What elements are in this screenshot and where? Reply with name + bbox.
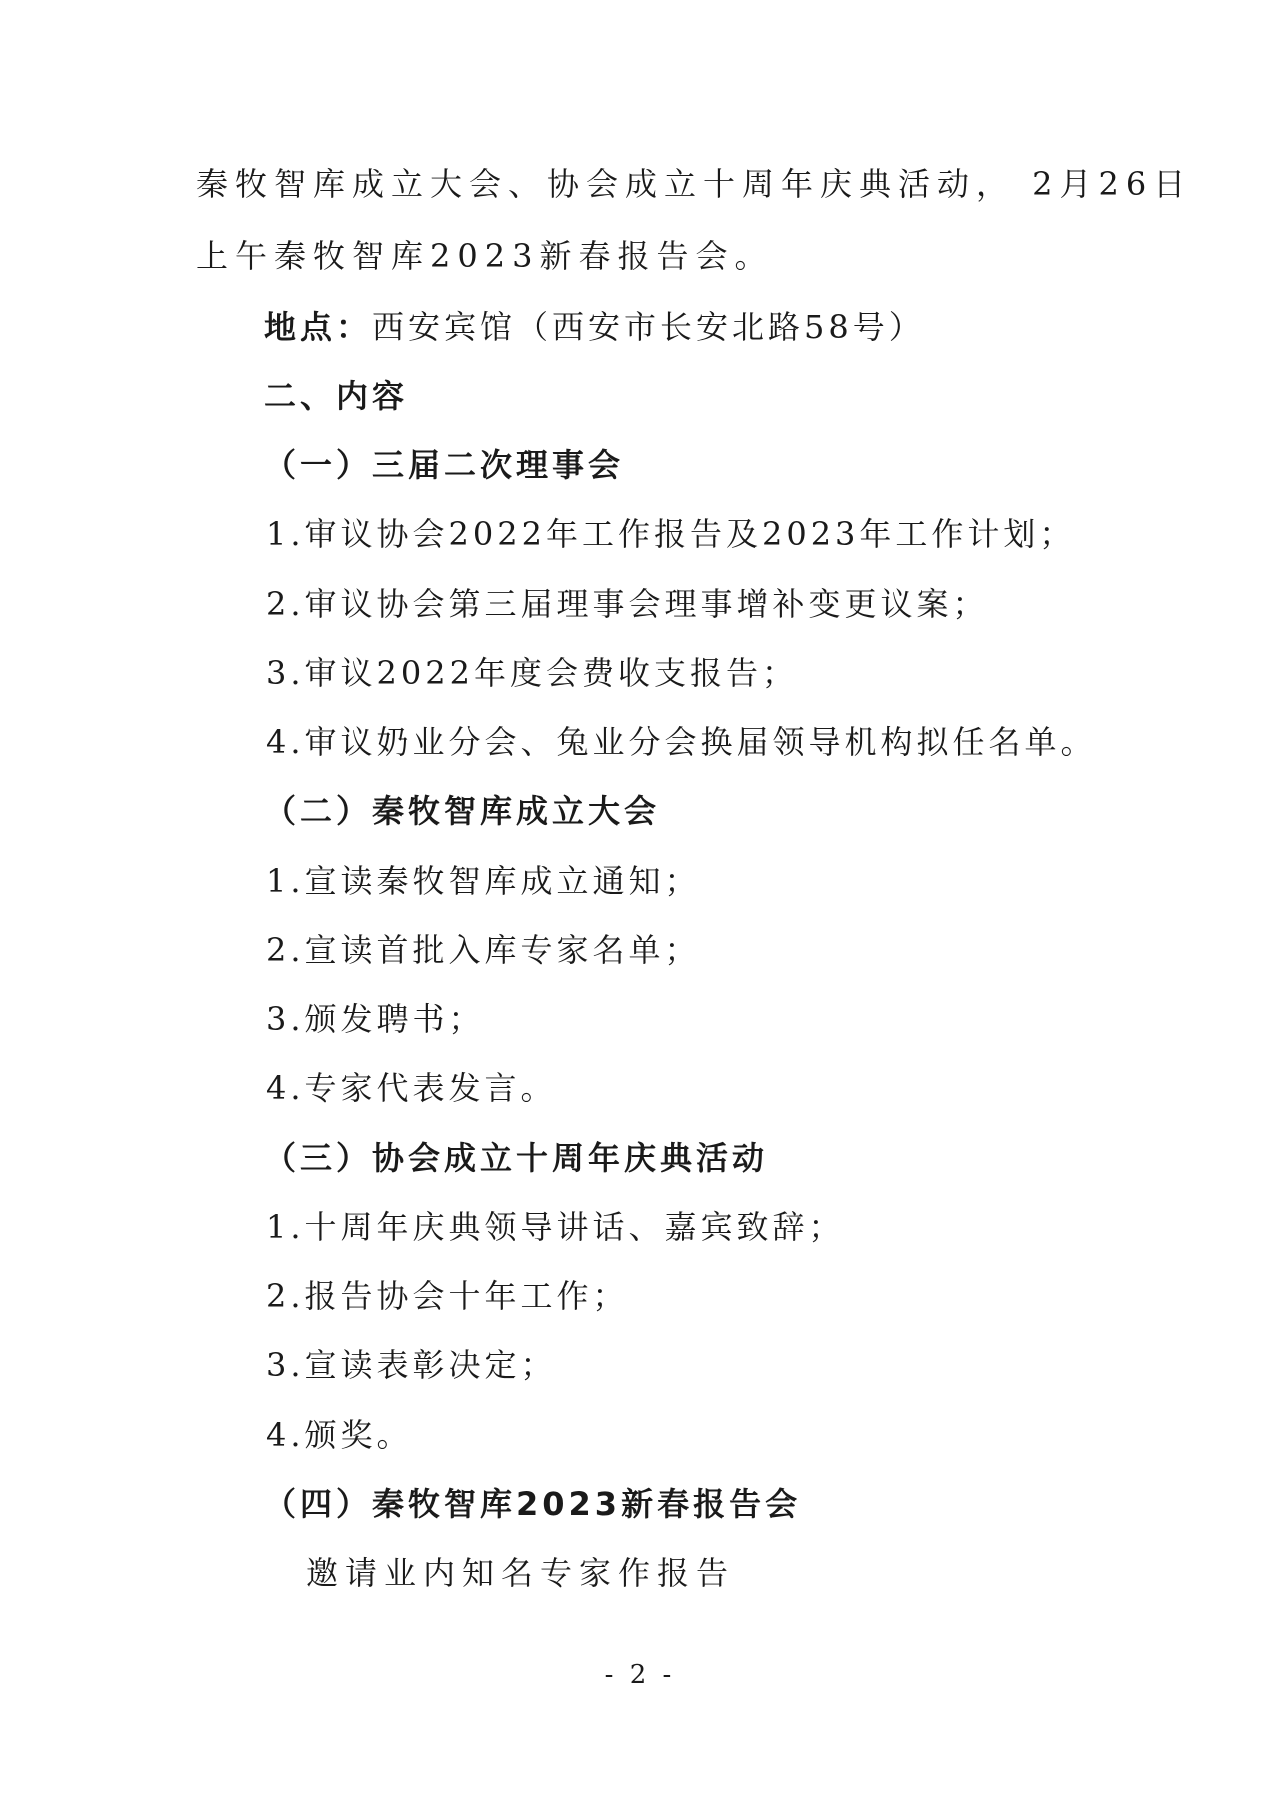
list-item: 2.审议协会第三届理事会理事增补变更议案； xyxy=(266,585,989,623)
location-label: 地点： xyxy=(264,308,373,346)
list-item: 1.宣读秦牧智库成立通知； xyxy=(266,862,701,900)
list-item: 3.审议2022年度会费收支报告； xyxy=(266,654,798,692)
list-item: 3.宣读表彰决定； xyxy=(266,1346,557,1384)
subsection-heading-2: （二）秦牧智库成立大会 xyxy=(264,792,661,830)
location-line xyxy=(264,307,925,347)
list-item: 2.报告协会十年工作； xyxy=(266,1277,629,1315)
list-item: 3.颁发聘书； xyxy=(266,1000,485,1038)
subsection-heading-4: （四）秦牧智库2023新春报告会 xyxy=(264,1485,802,1523)
list-item: 邀请业内知名专家作报告 xyxy=(306,1554,736,1592)
section-content-heading: 二、内容 xyxy=(264,377,409,415)
intro-line-1: 秦牧智库成立大会、协会成立十周年庆典活动， 2月26日 xyxy=(196,165,1193,203)
list-item: 4.颁奖。 xyxy=(266,1416,413,1454)
page-number: - 2 - xyxy=(604,1660,676,1690)
list-item: 2.宣读首批入库专家名单； xyxy=(266,931,701,969)
list-item: 1.十周年庆典领导讲话、嘉宾致辞； xyxy=(266,1208,845,1246)
list-item: 4.审议奶业分会、兔业分会换届领导机构拟任名单。 xyxy=(266,723,1097,761)
location-value: 西安宾馆（西安市长安北路58号） xyxy=(372,308,925,346)
subsection-heading-3: （三）协会成立十周年庆典活动 xyxy=(264,1139,769,1177)
subsection-heading-1: （一）三届二次理事会 xyxy=(264,446,625,484)
intro-line-2: 上午秦牧智库2023新春报告会。 xyxy=(196,237,774,275)
list-item: 1.审议协会2022年工作报告及2023年工作计划； xyxy=(266,515,1076,553)
list-item: 4.专家代表发言。 xyxy=(266,1069,557,1107)
